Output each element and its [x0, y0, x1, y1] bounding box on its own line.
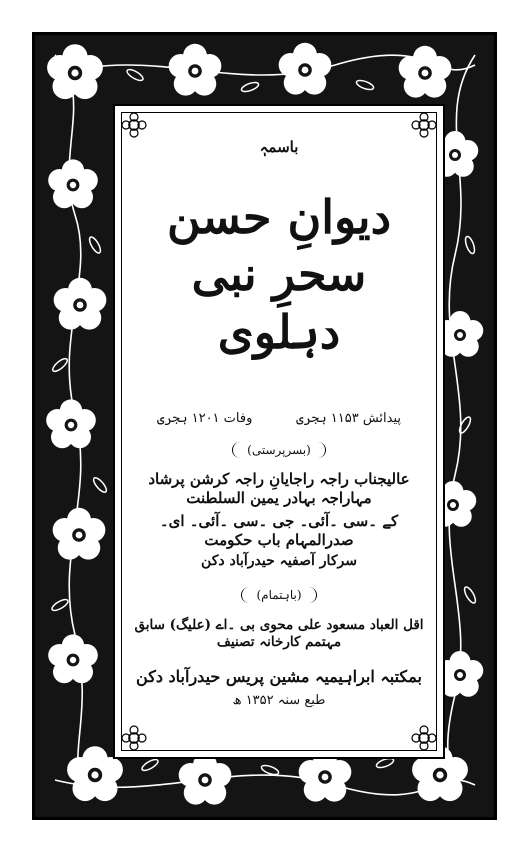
invocation-heading: باسمہٖ — [259, 138, 299, 156]
title-panel — [113, 104, 445, 759]
management-label: (باہتمام) — [241, 587, 316, 603]
birth-date: پیدائش ۱۱۵۳ ہجری — [296, 411, 401, 427]
book-title: دیوانِ حسن سحرِ نبی دہلوی — [166, 189, 392, 359]
title-page-content — [129, 128, 429, 743]
patron-line-3: سرکار آصفیہ حیدرآباد دکن — [201, 553, 357, 570]
death-date: وفات ۱۲۰۱ ہجری — [157, 411, 253, 427]
print-year: طبع سنہ ۱۳۵۲ ھ — [232, 692, 326, 708]
patron-line-1: عالیجناب راجہ راجایانِ راجہ کرشن پرشاد مہاراجہ بہادر یمین السلطنت — [148, 470, 410, 507]
press-line: بمکتبہ ابراہیمیہ مشین پریس حیدرآباد دکن — [136, 666, 422, 686]
patronage-label: (بسرپرستی) — [232, 442, 326, 458]
editor-line: اقل العباد مسعود علی محوی بی ۔اے (علیگ) سابق مہتمم کارخانہ تصنیف — [134, 616, 424, 650]
patron-line-2: کے ۔سی ۔آئی۔ جی ۔سی ۔آئی۔ ای۔ صدرالمہام باب حکومت — [159, 511, 399, 549]
author-dates — [157, 411, 401, 426]
